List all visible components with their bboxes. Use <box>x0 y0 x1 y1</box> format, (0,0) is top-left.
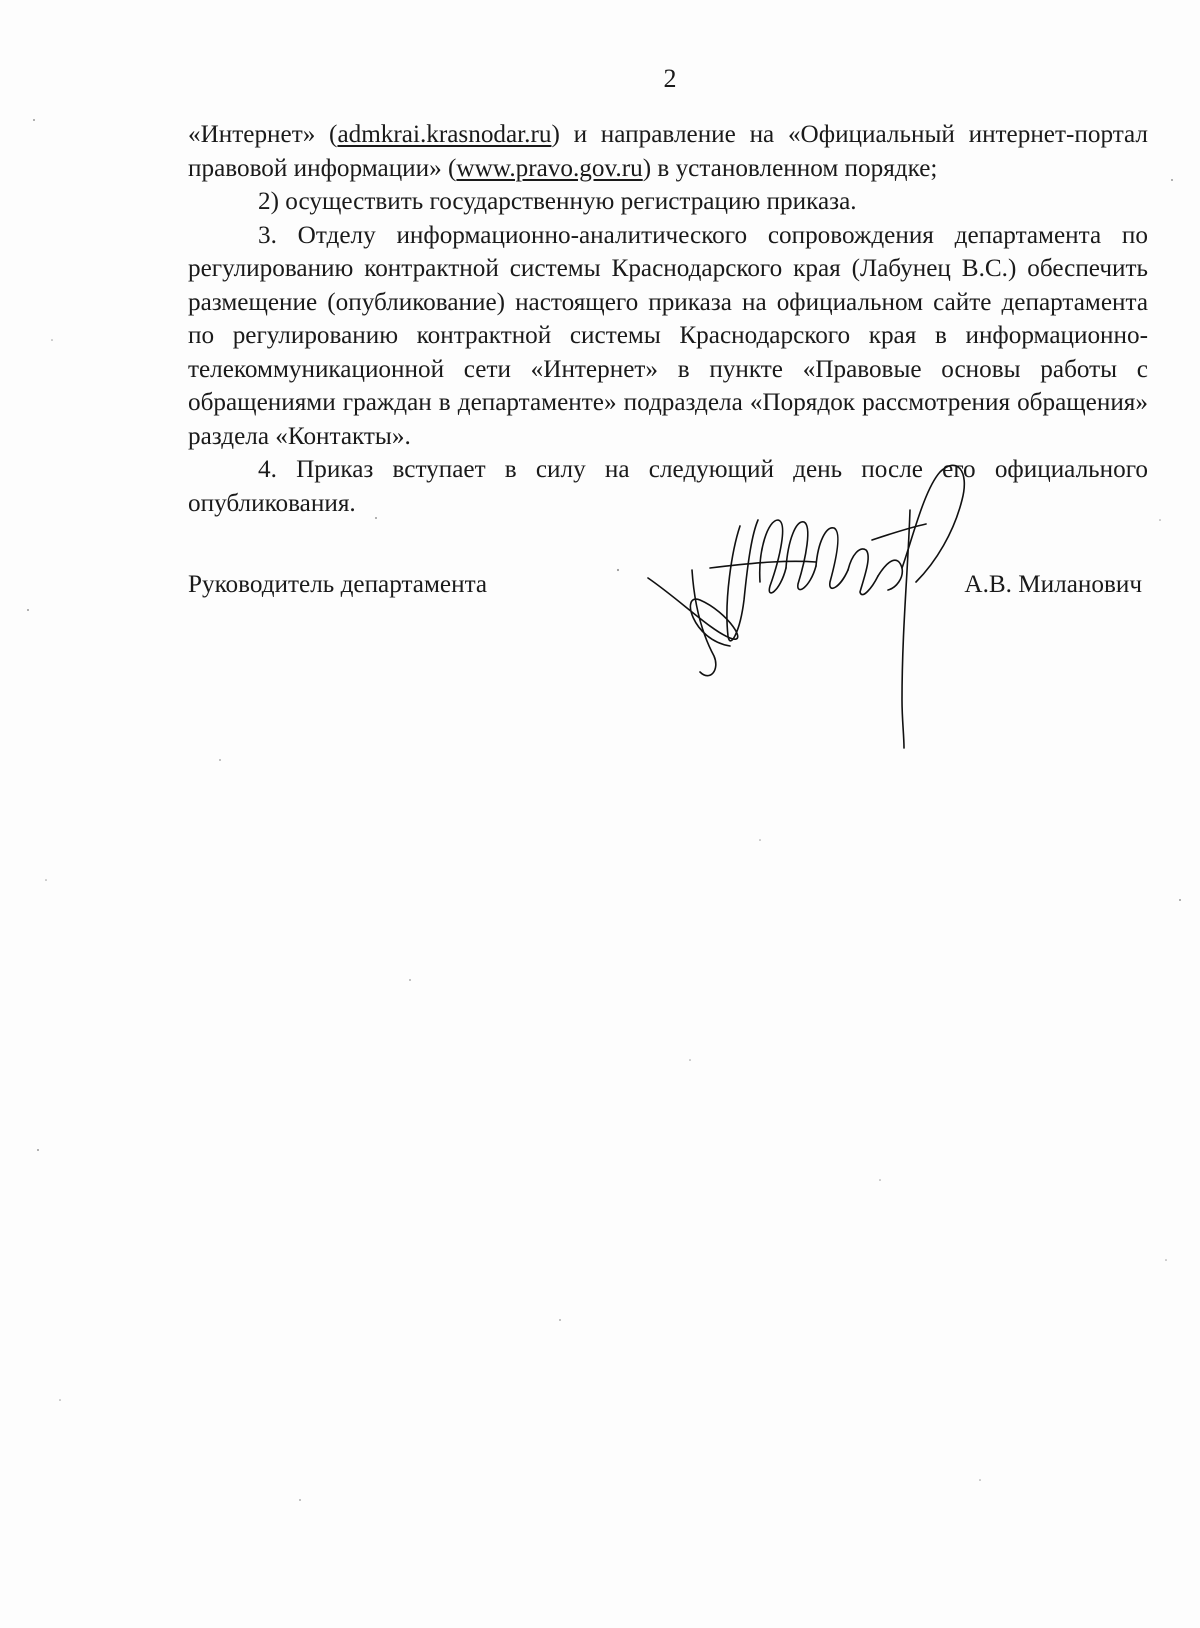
link-admkrai[interactable]: admkrai.krasnodar.ru <box>337 121 552 148</box>
paragraph-item-2: 2) осуществить государственную регистрацию приказа. <box>258 188 857 215</box>
page-number: 2 <box>663 64 677 93</box>
signer-position: Руководитель департамента <box>188 571 488 598</box>
paragraph-item-3: 3. Отделу информационно-аналитического сопровождения департамента по регулированию контрактной системы Краснодарского края (Лабунец В.С.) обеспечить размещение (опубликование) настоящего приказа на официальном сайте департамента по регулированию контрактной системы Краснодарского края в информационно-телекоммуникационной сети «Интернет» в пункте «Правовые основы работы с обращениями граждан в департаменте» подраздела «Порядок рассмотрения обращения» раздела «Контакты». <box>188 221 1148 450</box>
handwritten-signature <box>640 450 1020 750</box>
paragraph-text: «Интернет» ( <box>188 121 338 148</box>
paragraph-text: ) в установленном порядке; <box>642 154 938 182</box>
paragraph-continuation <box>188 118 1148 185</box>
paragraph-text: ) и направление на «Официальный интернет-портал правовой информации» ( <box>188 121 1148 182</box>
paragraph-item-4: 4. Приказ вступает в силу на следующий день после его официального опубликования. <box>188 456 1148 517</box>
link-pravo[interactable]: www.pravo.gov.ru <box>456 154 643 182</box>
signer-name: А.В. Миланович <box>964 571 1142 598</box>
